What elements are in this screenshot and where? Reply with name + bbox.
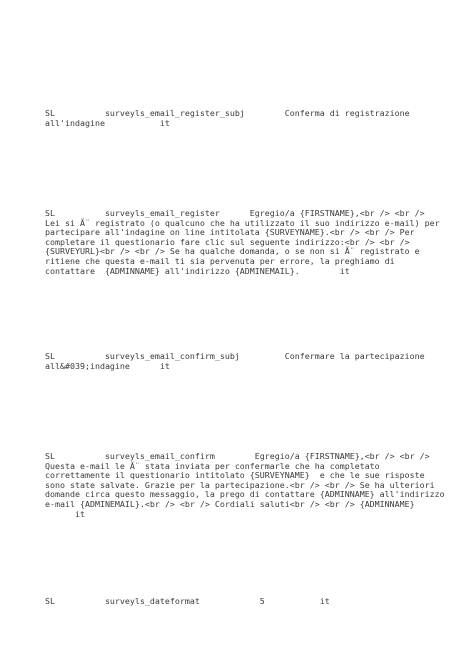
- entry-email-register: SL surveyls_email_register Egregio/a {FIRSTNAME},<br /> <br /> Lei si Ã¨ registrato (o qualcuno che ha utilizzato il suo indirizzo e-mail) per partecipare all'indagine on line intitolata {SURVEYNAME}.<br /> <br /> Per completare il questionario fare clic sul seguente indirizzo:<br /> <br /> {SURVEYURL}<br /> <br /> Se ha qualche domanda, o se non si Ã¨ registrato e ritiene che questa e-mail ti sia pervenuta per errore, la preghiamo di contattare {ADMINNAME} all'indirizzo {ADMINEMAIL}. it: [45, 208, 440, 276]
- entry-dateformat: SL surveyls_dateformat 5 it: [45, 596, 330, 606]
- entry-email-confirm-subject: SL surveyls_email_confirm_subj Confermare la partecipazione all&#039;indagine it: [45, 351, 425, 371]
- entry-email-confirm: SL surveyls_email_confirm Egregio/a {FIRSTNAME},<br /> <br /> Questa e-mail le Ã¨ stata inviata per confermarle che ha completato correttamente il questionario intitolato {SURVEYNAME} e che le sue risposte sono state salvate. Grazie per la partecipazione.<br /> <br /> Se ha ulteriori domande circa questo messaggio, la prego di contattare {ADMINNAME} all'indirizzo e-mail {ADMINEMAIL}.<br /> <br /> Cordiali saluti<br /> <br /> {ADMINNAME} it: [45, 451, 445, 519]
- entry-email-register-subject: SL surveyls_email_register_subj Conferma di registrazione all'indagine it: [45, 108, 410, 128]
